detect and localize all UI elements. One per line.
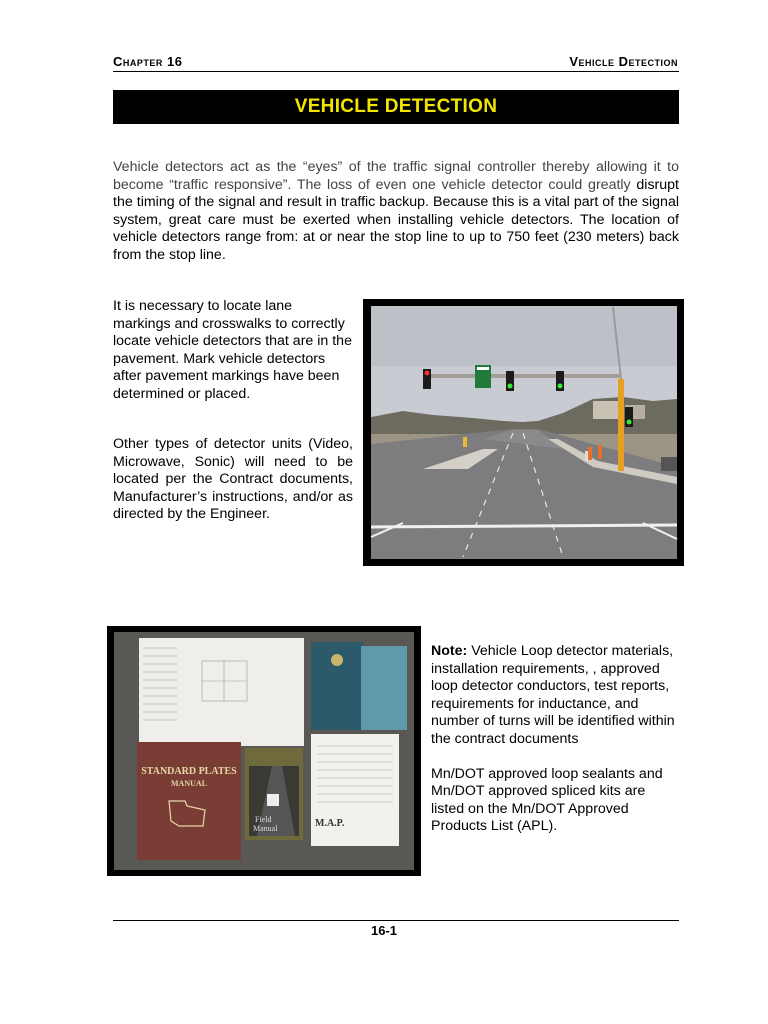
note-para-1: [431, 643, 681, 749]
note-block: [431, 643, 681, 853]
intro-rest: disrupt the timing of the signal and result in traffic backup. Because this is a vital part of the signal system, great care must be exerted when installing vehicle detectors. The location of vehicle detectors range from: at or near the stop line to up to 750 feet (230 meters) back from the stop line.: [113, 176, 679, 263]
intersection-photo: [363, 299, 684, 566]
plates-title-line1: STANDARD PLATES: [141, 766, 237, 777]
intersection-photo-image: [363, 299, 684, 566]
map-label: M.A.P.: [315, 818, 345, 829]
intro-line1: Vehicle detectors act as the “eyes” of the traffic signal controller thereby allowing it to become “traffic responsive”. The loss of even one vehicle detector could greatly: [113, 159, 679, 193]
header-rule: [113, 71, 679, 72]
footer-rule: [113, 920, 679, 921]
manuals-photo-image: [107, 626, 421, 876]
page-number: 16-1: [370, 923, 398, 938]
title-banner: [113, 90, 679, 124]
note-para-2: Mn/DOT approved loop sealants and Mn/DOT approved spliced kits are listed on the Mn/DOT Approved Products List (APL).: [431, 765, 663, 835]
field-manual-label-2: Manual: [253, 824, 278, 833]
chapter-label: Chapter 16: [113, 54, 183, 69]
section-label: Vehicle Detection: [569, 54, 678, 69]
other-detectors-paragraph: Other types of detector units (Video, Microwave, Sonic) will need to be located per the Contract documents, Manufacturer’s instructions, and/or as directed by the Engineer.: [113, 436, 353, 523]
page-title: VEHICLE DETECTION: [294, 96, 498, 117]
intro-paragraph: [113, 159, 679, 265]
plates-title-line2: MANUAL: [171, 779, 207, 788]
note-text-1: Vehicle Loop detector materials, installation requirements, , approved loop detector conductors, test reports, requirements for inductance, and number of turns will be identified within the contract documents: [431, 643, 675, 747]
lane-marking-paragraph: It is necessary to locate lane markings and crosswalks to correctly locate vehicle detectors that are in the pavement. Mark vehicle detectors after pavement markings have been determined or placed.: [113, 298, 352, 402]
field-manual-label-1: Field: [255, 815, 272, 824]
manuals-photo: [107, 626, 421, 876]
note-label: Note:: [431, 643, 468, 659]
